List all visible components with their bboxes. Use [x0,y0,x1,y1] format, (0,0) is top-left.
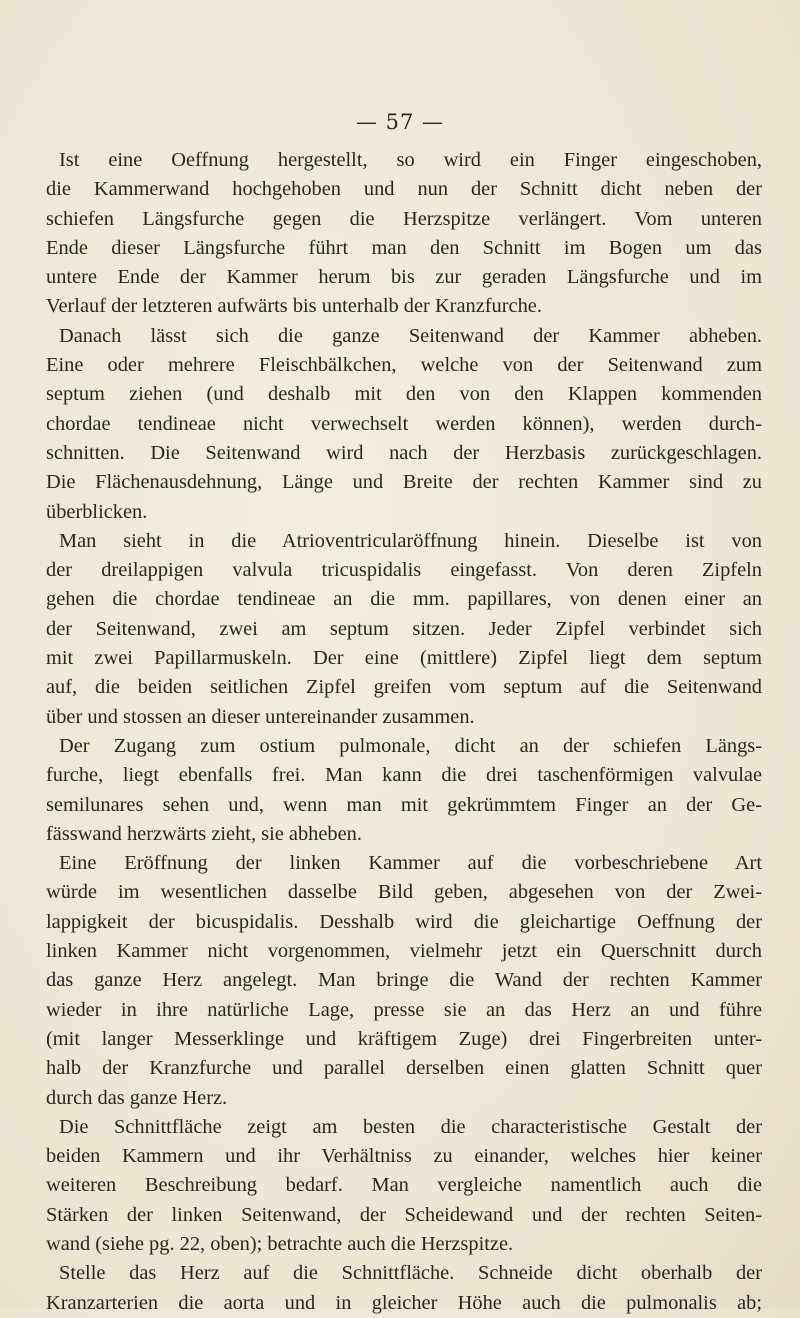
text-line: beiden Kammern und ihr Verhältniss zu einander, welches hier keiner [46,1145,762,1168]
text-line: gehen die chordae tendineae an die mm. papillares, von denen einer an [46,588,762,611]
text-line: wieder in ihre natürliche Lage, presse sie an das Herz an und führe [46,998,762,1021]
text-line: wand (siehe pg. 22, oben); betrachte auch die Herzspitze. [46,1232,514,1255]
text-line: würde im wesentlichen dasselbe Bild geben, abgesehen von der Zwei- [46,881,762,904]
text-line: auf, die beiden seitlichen Zipfel greifen vom septum auf die Seitenwand [46,676,762,699]
text-line: linken Kammer nicht vorgenommen, vielmehr jetzt ein Querschnitt durch [46,940,762,963]
text-line: der dreilappigen valvula tricuspidalis eingefasst. Von deren Zipfeln [46,559,762,582]
text-line: Stelle das Herz auf die Schnittfläche. Schneide dicht oberhalb der [59,1262,762,1285]
text-line: schnitten. Die Seitenwand wird nach der Herzbasis zurückgeschlagen. [46,441,762,464]
text-line: semilunares sehen und, wenn man mit gekrümmtem Finger an der Ge- [46,793,762,816]
text-line: Die Flächenausdehnung, Länge und Breite der rechten Kammer sind zu [46,471,762,494]
text-line: überblicken. [46,500,148,523]
text-line: der Seitenwand, zwei am septum sitzen. Jeder Zipfel verbindet sich [46,617,762,640]
text-line: halb der Kranzfurche und parallel derselben einen glatten Schnitt quer [46,1057,762,1080]
text-line: Stärken der linken Seitenwand, der Scheidewand und der rechten Seiten- [46,1203,762,1226]
text-line: schiefen Längsfurche gegen die Herzspitze verlängert. Vom unteren [46,207,762,230]
text-line: fässwand herzwärts zieht, sie abheben. [46,822,362,845]
text-line: die Kammerwand hochgehoben und nun der Schnitt dicht neben der [46,178,762,201]
text-line: Verlauf der letzteren aufwärts bis unterhalb der Kranzfurche. [46,295,542,318]
text-line: Eine Eröffnung der linken Kammer auf die vorbeschriebene Art [59,852,762,875]
text-line: Der Zugang zum ostium pulmonale, dicht an der schiefen Längs- [59,734,762,757]
text-line: Kranzarterien die aorta und in gleicher Höhe auch die pulmonalis ab; [46,1291,762,1314]
text-line: untere Ende der Kammer herum bis zur geraden Längsfurche und im [46,266,762,289]
text-line: Ist eine Oeffnung hergestellt, so wird ein Finger eingeschoben, [59,149,762,171]
text-line: Man sieht in die Atrioventricularöffnung hinein. Dieselbe ist von [59,529,762,552]
text-line: furche, liegt ebenfalls frei. Man kann die drei taschenförmigen valvulae [46,764,762,787]
text-line: Eine oder mehrere Fleischbälkchen, welche von der Seitenwand zum [46,354,762,377]
text-line: das ganze Herz angelegt. Man bringe die Wand der rechten Kammer [46,969,762,992]
text-line: (mit langer Messerklinge und kräftigem Zuge) drei Fingerbreiten unter- [46,1027,762,1050]
body-text [46,146,762,1318]
text-line: septum ziehen (und deshalb mit den von den Klappen kommenden [46,383,762,406]
text-line: Die Schnittfläche zeigt am besten die characteristische Gestalt der [59,1115,762,1138]
text-line: mit zwei Papillarmuskeln. Der eine (mittlere) Zipfel liegt dem septum [46,647,762,670]
text-line: durch das ganze Herz. [46,1086,228,1109]
text-line: lappigkeit der bicuspidalis. Desshalb wird die gleichartige Oeffnung der [46,910,762,933]
text-line: über und stossen an dieser untereinander zusammen. [46,705,475,728]
text-line: weiteren Beschreibung bedarf. Man vergleiche namentlich auch die [46,1174,762,1197]
text-line: Danach lässt sich die ganze Seitenwand der Kammer abheben. [59,324,762,347]
text-line: chordae tendineae nicht verwechselt werden können), werden durch- [46,412,762,435]
page-number: — 57 — [355,110,445,134]
text-line: Ende dieser Längsfurche führt man den Schnitt im Bogen um das [46,236,762,259]
